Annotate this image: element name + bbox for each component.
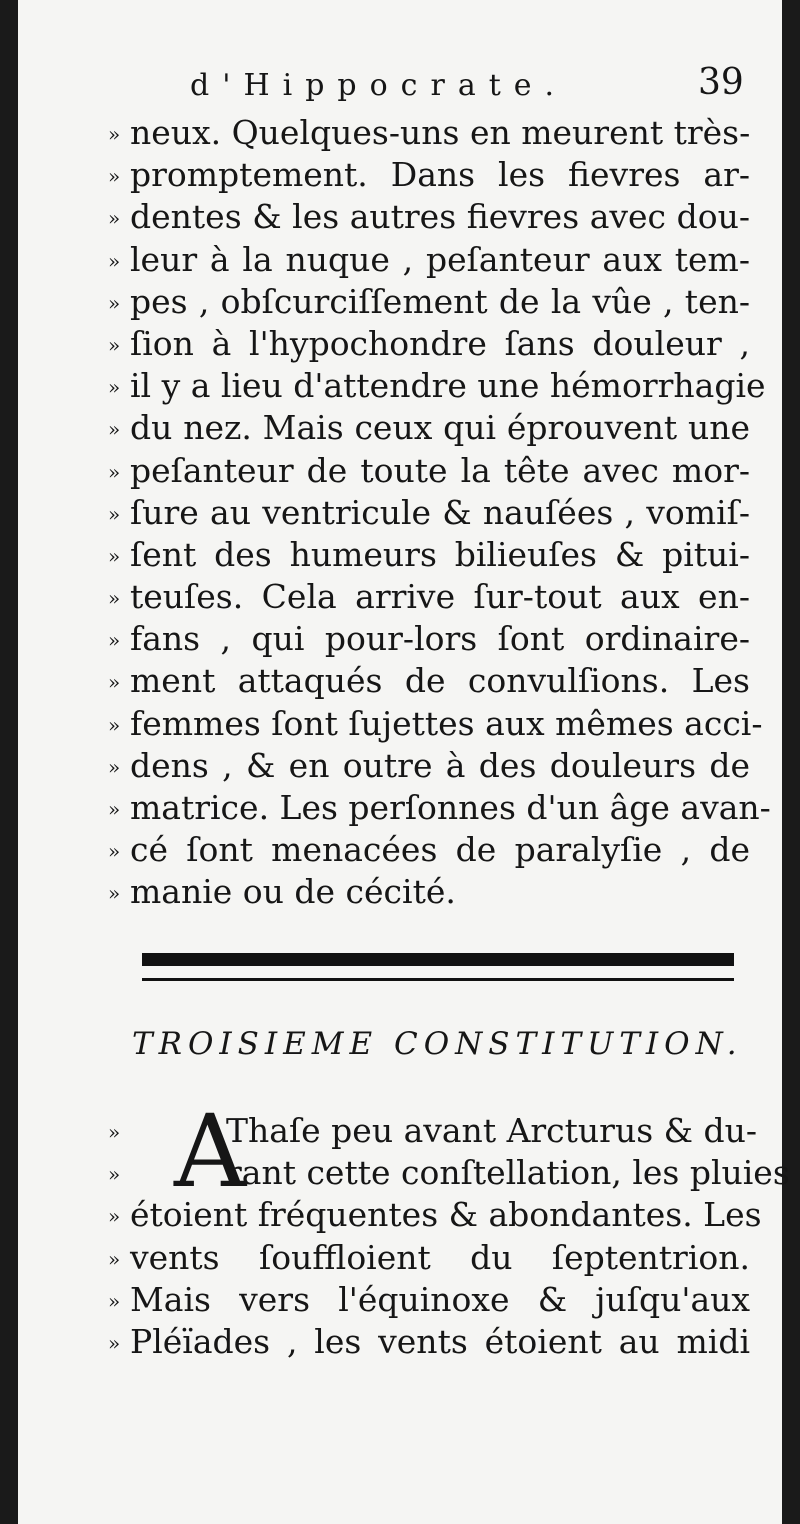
text-line: [108, 660, 770, 702]
text-line: [108, 196, 770, 238]
line-text: neux. Quelques-uns en meurent très-: [130, 113, 751, 152]
text-line: [108, 829, 770, 871]
quote-mark: »: [108, 1204, 121, 1229]
running-head: d'Hippocrate.: [190, 68, 568, 103]
line-text: manie ou de cécité.: [130, 872, 456, 912]
line-text: vents ſouffloient du ſeptentrion.: [130, 1237, 750, 1277]
text-line: [108, 1194, 770, 1236]
body-text: [108, 112, 771, 914]
text-line: [108, 1237, 770, 1279]
page-number: 39: [698, 62, 744, 103]
line-text: ment attaqués de convulſions. Les: [130, 661, 750, 701]
text-line: [108, 1279, 770, 1321]
line-text: ſure au ventricule & nauſées , vomiſ-: [130, 492, 750, 532]
drop-cap: A: [174, 1093, 247, 1210]
quote-mark: »: [108, 206, 121, 231]
line-text: dentes & les autres fievres avec dou-: [130, 197, 750, 237]
text-line: [108, 1321, 770, 1363]
text-line: [108, 365, 770, 407]
quote-mark: »: [108, 459, 121, 484]
page-header: [18, 62, 782, 110]
text-line: [108, 787, 771, 829]
line-text: pes , obſcurciſſement de la vûe , ten-: [130, 281, 750, 321]
line-text: Mais vers l'équinoxe & juſqu'aux: [130, 1279, 750, 1319]
section-text: [108, 1093, 790, 1363]
line-text: Thaſe peu avant Arcturus & du-: [226, 1111, 758, 1150]
text-line: [108, 281, 770, 323]
line-text: il y a lieu d'attendre une hémorrhagie: [130, 366, 766, 406]
line-text: matrice. Les perſonnes d'un âge avan-: [130, 788, 771, 827]
line-text: rant cette conſtellation, les pluies: [226, 1153, 790, 1193]
quote-mark: »: [108, 754, 121, 779]
text-line: [108, 450, 770, 492]
quote-mark: »: [108, 290, 121, 315]
quote-mark: »: [108, 1246, 121, 1271]
text-line: [108, 576, 770, 618]
line-text: fans , qui pour-lors ſont ordinaire-: [130, 619, 750, 659]
line-text: promptement. Dans les fievres ar-: [130, 155, 750, 195]
text-line: [108, 239, 770, 281]
text-line: [108, 534, 770, 576]
quote-mark: »: [108, 670, 121, 695]
text-line: [108, 871, 770, 913]
quote-mark: »: [108, 332, 121, 357]
ornamental-rule-thick: [142, 953, 734, 966]
quote-mark: »: [108, 1330, 121, 1355]
line-text: du nez. Mais ceux qui éprouvent une: [130, 408, 750, 448]
line-text: dens , & en outre à des douleurs de: [130, 745, 750, 785]
quote-mark: »: [108, 1120, 121, 1144]
line-text: teuſes. Cela arrive ſur-tout aux en-: [130, 577, 750, 617]
line-text: cé ſont menacées de paralyſie , de: [130, 830, 750, 870]
line-text: femmes ſont ſujettes aux mêmes acci-: [130, 703, 763, 743]
quote-mark: »: [108, 797, 121, 821]
line-text: peſanteur de toute la tête avec mor-: [130, 450, 750, 490]
text-line: [108, 112, 770, 154]
text-line: [108, 703, 770, 745]
quote-mark: »: [108, 586, 121, 611]
quote-mark: »: [108, 164, 121, 189]
text-line: [108, 154, 770, 196]
text-line: [108, 407, 770, 449]
quote-mark: »: [108, 712, 121, 737]
text-line: [108, 618, 770, 660]
book-page: [18, 0, 790, 1524]
quote-mark: »: [108, 881, 121, 906]
text-line: [108, 492, 770, 534]
quote-mark: »: [108, 839, 121, 864]
quote-mark: »: [108, 628, 121, 653]
section-title: TROISIEME CONSTITUTION.: [132, 1026, 743, 1062]
text-line: [108, 1110, 770, 1152]
text-line: [108, 745, 770, 787]
line-text: ſion à l'hypochondre ſans douleur ,: [130, 323, 750, 363]
quote-mark: »: [108, 543, 121, 568]
text-line: [108, 1152, 790, 1194]
text-line: [108, 323, 770, 365]
line-text: Pléïades , les vents étoient au midi: [130, 1321, 750, 1361]
quote-mark: »: [108, 501, 121, 526]
quote-mark: »: [108, 248, 121, 273]
quote-mark: »: [108, 1288, 121, 1313]
line-text: étoient fréquentes & abondantes. Les: [130, 1195, 762, 1235]
quote-mark: »: [108, 1162, 121, 1187]
ornamental-rule-thin: [142, 978, 734, 981]
quote-mark: »: [108, 417, 121, 442]
line-text: ſent des humeurs bilieuſes & pitui-: [130, 534, 750, 574]
quote-mark: »: [108, 122, 121, 146]
quote-mark: »: [108, 375, 121, 400]
line-text: leur à la nuque , peſanteur aux tem-: [130, 239, 750, 279]
